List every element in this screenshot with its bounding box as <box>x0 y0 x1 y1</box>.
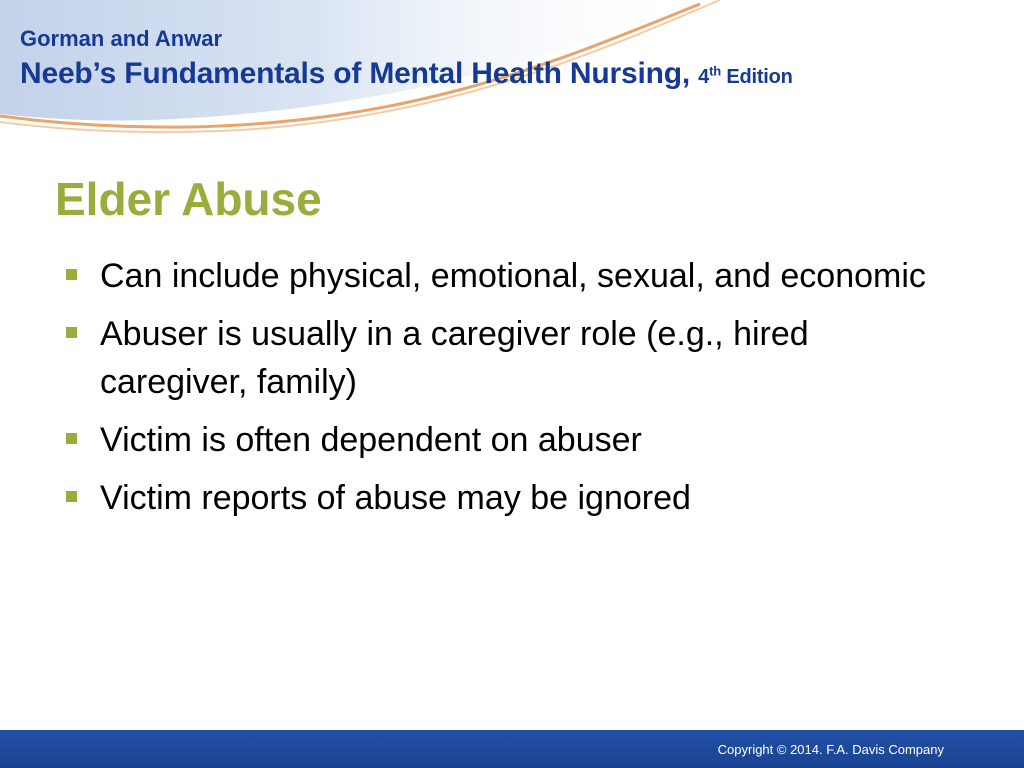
header-book-title <box>20 57 793 91</box>
edition-label <box>698 63 793 88</box>
header-authors: Gorman and Anwar <box>20 26 223 51</box>
bullet-text: Abuser is usually in a caregiver role (e.g., hired caregiver, family) <box>100 315 809 401</box>
bullet-item <box>60 474 960 522</box>
bullet-text: Victim reports of abuse may be ignored <box>100 479 691 517</box>
bullet-item <box>60 252 960 300</box>
square-bullet-icon <box>66 491 77 502</box>
square-bullet-icon <box>66 327 77 338</box>
bullet-item <box>60 310 960 406</box>
edition-suffix: th <box>709 63 721 79</box>
slide-title: Elder Abuse <box>55 173 322 225</box>
bullet-list <box>60 252 960 532</box>
book-title-text: Neeb’s Fundamentals of Mental Health Nursing, <box>20 57 690 90</box>
footer-bar <box>0 730 1024 768</box>
bullet-text: Victim is often dependent on abuser <box>100 421 642 459</box>
bullet-text: Can include physical, emotional, sexual, and economic <box>100 257 926 295</box>
bullet-item <box>60 416 960 464</box>
footer-copyright: Copyright © 2014. F.A. Davis Company <box>717 742 944 757</box>
square-bullet-icon <box>66 433 77 444</box>
edition-word: Edition <box>726 66 793 88</box>
square-bullet-icon <box>66 269 77 280</box>
edition-number: 4 <box>698 66 710 88</box>
